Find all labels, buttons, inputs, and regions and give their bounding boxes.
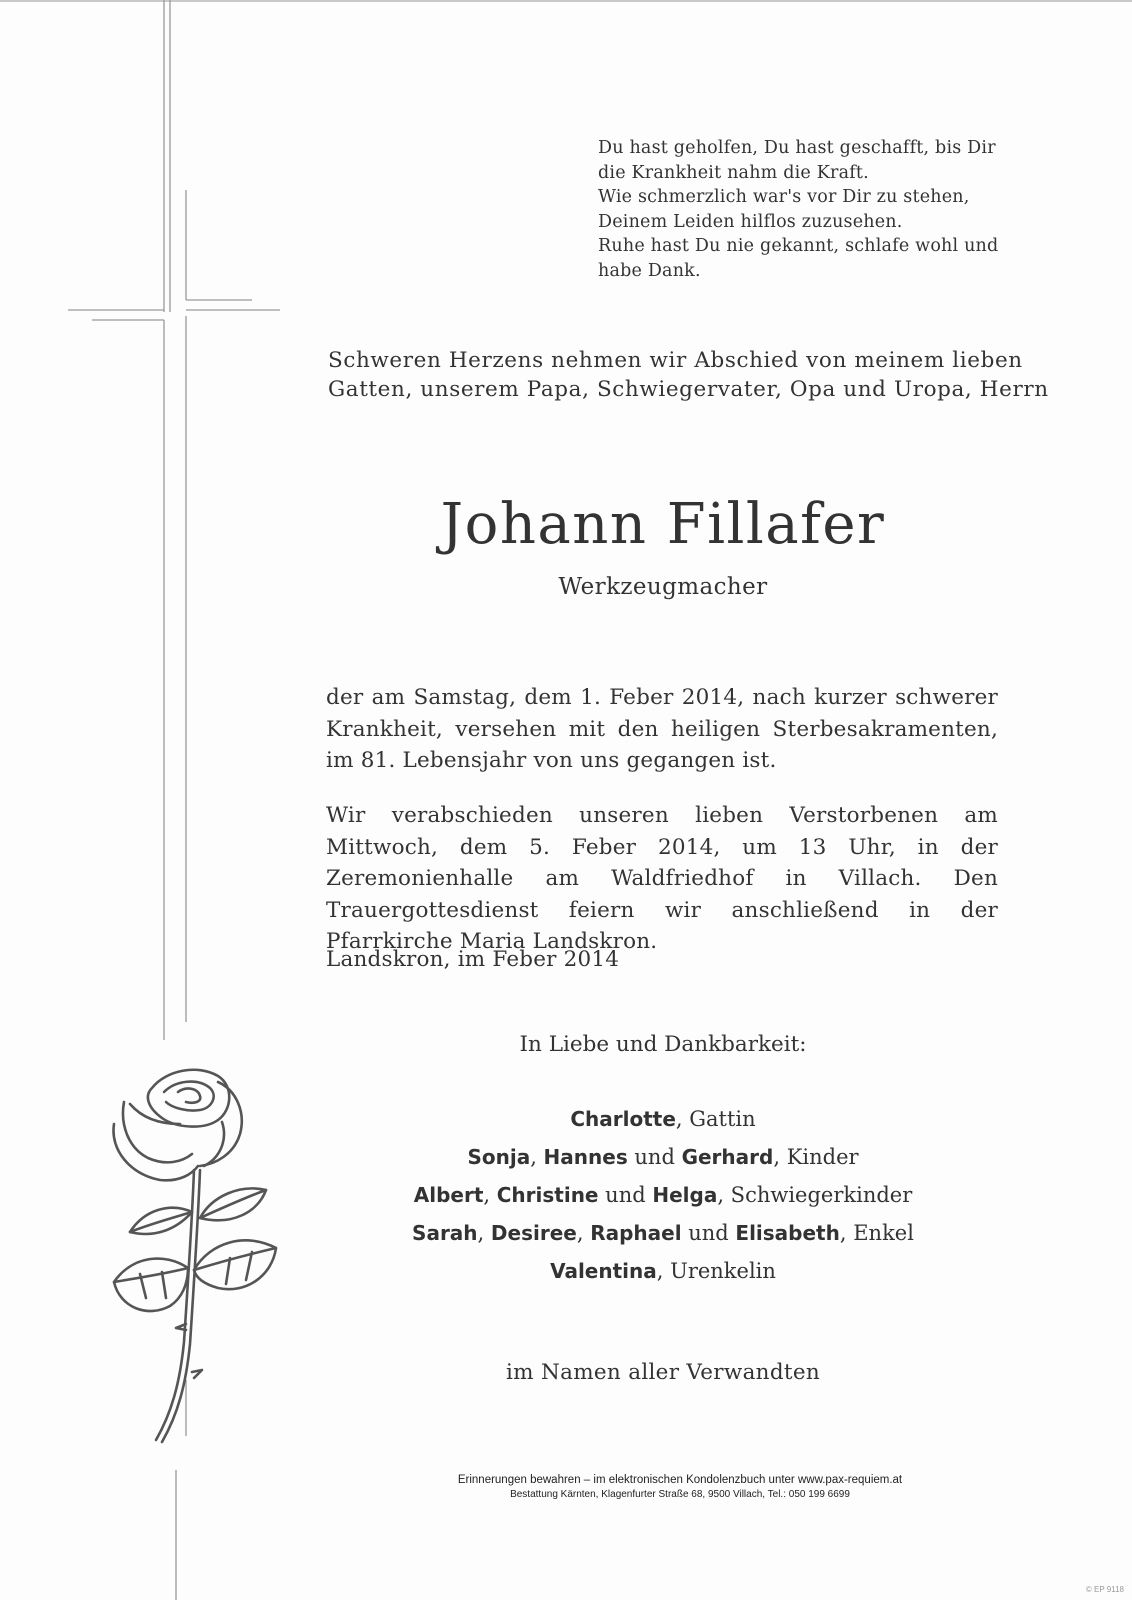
- family-member-name: Elisabeth: [735, 1221, 840, 1245]
- family-line: [328, 1252, 998, 1290]
- poem-line: die Krankheit nahm die Kraft.: [598, 162, 869, 183]
- family-line: [328, 1100, 998, 1138]
- family-role: , Urenkelin: [656, 1259, 776, 1283]
- footer-line-condolence: Erinnerungen bewahren – im elektronischen Kondolenzbuch unter www.pax-requiem.at: [457, 1474, 903, 1486]
- family-member-name: Albert: [413, 1183, 484, 1207]
- intro-line: Gatten, unserem Papa, Schwiegervater, Opa und Uropa, Herrn: [328, 377, 1049, 402]
- deceased-name: Johann Fillafer: [440, 492, 886, 557]
- deceased-profession: Werkzeugmacher: [558, 574, 768, 600]
- family-member-name: Christine: [496, 1183, 599, 1207]
- family-role: , Schwiegerkinder: [717, 1183, 913, 1207]
- family-connector: und: [598, 1183, 653, 1207]
- poem-line: Wie schmerzlich war's vor Dir zu stehen,: [598, 187, 970, 207]
- footer: [340, 1472, 1020, 1502]
- poem-line: Du hast geholfen, Du hast geschafft, bis Dir: [598, 138, 996, 158]
- family-connector: ,: [477, 1221, 491, 1245]
- family-role: , Gattin: [675, 1107, 756, 1131]
- poem-line: Deinem Leiden hilflos zuzusehen.: [598, 211, 903, 232]
- family-member-name: Sarah: [412, 1221, 478, 1245]
- family-connector: und: [681, 1221, 736, 1245]
- family-member-name: Helga: [652, 1183, 718, 1207]
- family-connector: und: [627, 1145, 682, 1169]
- family-line: [328, 1214, 998, 1252]
- corner-code: © EP 9118: [1085, 1585, 1124, 1594]
- death-notice-text: der am Samstag, dem 1. Feber 2014, nach kurzer schwerer Krankheit, versehen mit den heiligen Sterbesakramenten, im 81. Lebensjahr von uns gegangen ist.: [326, 685, 998, 773]
- family-role: , Enkel: [839, 1221, 914, 1245]
- family-member-name: Sonja: [467, 1145, 531, 1169]
- thanks-heading: In Liebe und Dankbarkeit:: [519, 1032, 807, 1057]
- footer-line-undertaker: Bestattung Kärnten, Klagenfurter Straße 68, 9500 Villach, Tel.: 050 199 6699: [510, 1489, 850, 1500]
- intro-text: [328, 346, 1049, 404]
- family-member-name: Valentina: [550, 1259, 657, 1283]
- family-line: [328, 1176, 998, 1214]
- family-connector: ,: [530, 1145, 544, 1169]
- family-list: [328, 1100, 998, 1290]
- closing-text: im Namen aller Verwandten: [505, 1360, 821, 1385]
- poem-line: Ruhe hast Du nie gekannt, schlafe wohl und: [598, 236, 999, 256]
- family-line: [328, 1138, 998, 1176]
- family-member-name: Charlotte: [570, 1107, 676, 1131]
- funeral-details-text: Wir verabschieden unseren lieben Verstorbenen am Mittwoch, dem 5. Feber 2014, um 13 Uhr, in der Zeremonienhalle am Waldfriedhof in Villach. Den Trauergottesdienst feiern wir anschließend in der Pfarrkirche Maria Landskron.: [326, 803, 998, 954]
- family-connector: ,: [576, 1221, 591, 1245]
- family-member-name: Desiree: [490, 1221, 577, 1245]
- poem-line: habe Dank.: [598, 260, 701, 281]
- family-role: , Kinder: [773, 1145, 859, 1169]
- rose-line-icon: [100, 1062, 290, 1452]
- poem: [598, 136, 1008, 283]
- family-member-name: Gerhard: [681, 1145, 774, 1169]
- intro-line: Schweren Herzens nehmen wir Abschied von meinem lieben: [328, 348, 1023, 373]
- place-date: Landskron, im Feber 2014: [326, 947, 620, 972]
- family-connector: ,: [483, 1183, 497, 1207]
- family-member-name: Raphael: [590, 1221, 682, 1245]
- family-member-name: Hannes: [543, 1145, 628, 1169]
